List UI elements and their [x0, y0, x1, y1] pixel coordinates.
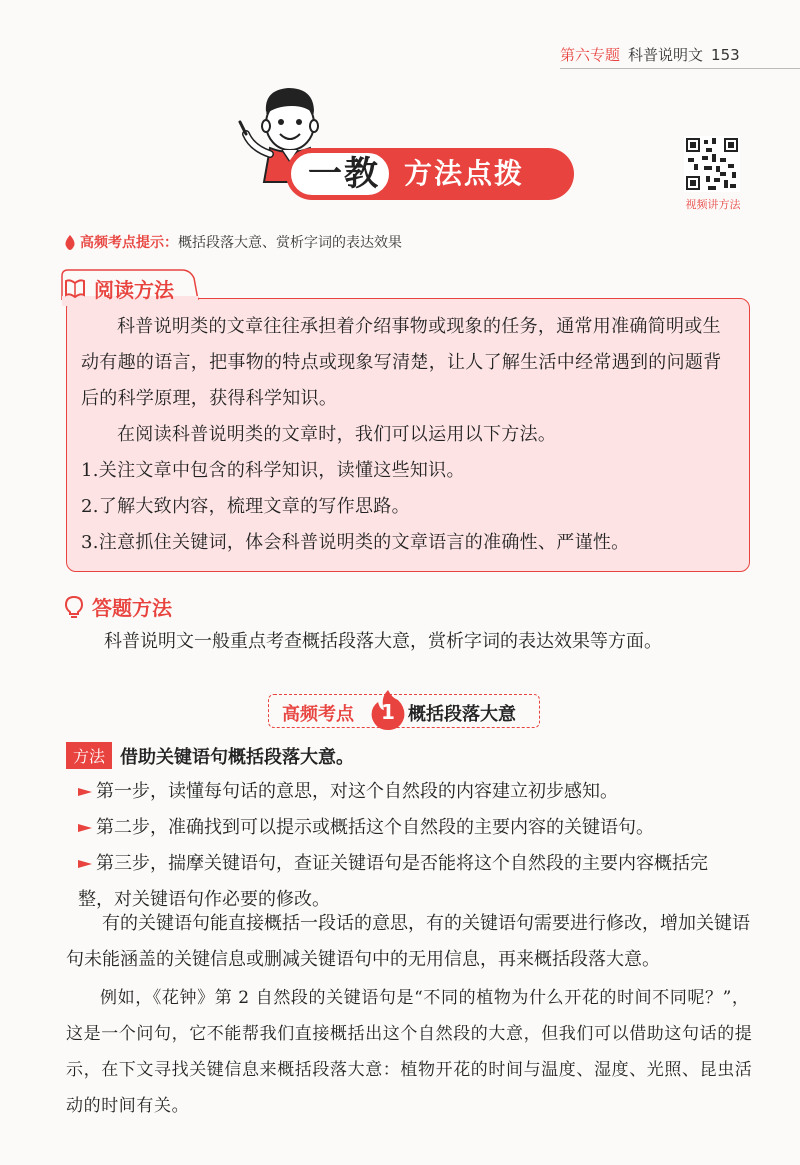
banner-prefix: 一教	[308, 154, 380, 194]
step-text-continued: 整，对关键语句作必要的修改。	[78, 889, 330, 910]
step-text: 第三步，揣摩关键语句，查证关键语句是否能将这个自然段的主要内容概括完	[96, 853, 708, 874]
reading-method-title: 阅读方法	[94, 278, 174, 302]
reading-paragraph-2: 在阅读科普说明类的文章时，我们可以运用以下方法。	[117, 424, 557, 445]
book-icon	[64, 279, 86, 299]
example-paragraph: 例如，《花钟》第 2 自然段的关键语句是“不同的植物为什么开花的时间不同呢？”，这是一个问句，它不能帮我们直接概括出这个自然段的大意，但我们可以借助这句话的提示，在下文寻找关键信息来概括段落大意：植物开花的时间与温度、湿度、光照、昆虫活动的时间有关。	[66, 988, 753, 1116]
header-rule	[560, 68, 800, 69]
arrow-bullet-icon	[78, 823, 92, 833]
answer-method-text: 科普说明文一般重点考查概括段落大意，赏析字词的表达效果等方面。	[104, 631, 662, 652]
reading-item-1: 1.关注文章中包含的科学知识，读懂这些知识。	[81, 460, 465, 481]
method-paragraph: 有的关键语句能直接概括一段话的意思，有的关键语句需要进行修改，增加关键语句未能涵盖的关键信息或删减关键语句中的无用信息，再来概括段落大意。	[66, 913, 750, 970]
reading-method-heading	[64, 274, 174, 303]
tip-label: 高频考点提示：	[80, 235, 178, 251]
hot-point-number: 1	[381, 700, 395, 724]
tip-text: 概括段落大意、赏析字词的表达效果	[178, 235, 402, 251]
flame-icon	[64, 235, 76, 250]
reading-item-3: 3.注意抓住关键词，体会科普说明类的文章语言的准确性、严谨性。	[81, 532, 630, 553]
lightbulb-icon	[64, 595, 84, 619]
page-number: 153	[711, 46, 740, 64]
method-tag: 方法	[66, 742, 112, 769]
chapter-label: 第六专题	[560, 46, 621, 64]
reading-method-box	[66, 298, 750, 572]
arrow-bullet-icon	[78, 859, 92, 869]
step-text: 第一步，读懂每句话的意思，对这个自然段的内容建立初步感知。	[96, 781, 618, 802]
banner-title: 方法点拨	[404, 157, 525, 190]
running-header	[560, 44, 740, 65]
step-item	[78, 810, 758, 846]
step-text: 第二步，准确找到可以提示或概括这个自然段的主要内容的关键语句。	[96, 817, 654, 838]
hot-point-title: 概括段落大意	[408, 704, 516, 725]
hot-point-badge	[268, 690, 540, 730]
section-banner	[286, 148, 574, 200]
reading-paragraph-1: 科普说明类的文章往往承担着介绍事物或现象的任务，通常用准确简明或生动有趣的语言，把事物的特点或现象写清楚，让人了解生活中经常遇到的问题背后的科学原理，获得科学知识。	[81, 316, 722, 409]
method-steps	[78, 774, 758, 918]
answer-method-heading	[64, 592, 172, 621]
method-heading	[66, 742, 354, 769]
answer-method-title: 答题方法	[92, 596, 172, 620]
step-item	[78, 774, 758, 810]
reading-item-2: 2.了解大致内容，梳理文章的写作思路。	[81, 496, 410, 517]
qr-caption: 视频讲方法	[685, 198, 741, 211]
hot-point-label: 高频考点	[282, 704, 354, 725]
qr-code-icon[interactable]	[684, 136, 740, 192]
method-title: 借助关键语句概括段落大意。	[120, 746, 355, 768]
arrow-bullet-icon	[78, 787, 92, 797]
frequent-tip	[64, 232, 402, 252]
topic-label: 科普说明文	[628, 46, 704, 64]
